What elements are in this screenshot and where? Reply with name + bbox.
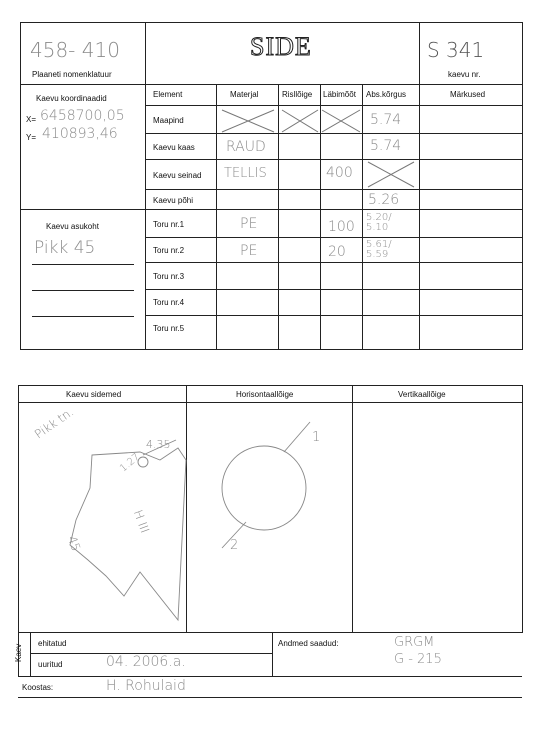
walls-material: TELLIS [224, 166, 267, 181]
section-circle [222, 446, 306, 530]
row-label: Toru nr.5 [153, 324, 185, 333]
location-value: Pikk 45 [34, 238, 96, 258]
x-prefix: X= [26, 115, 37, 124]
coords-label: Kaevu koordinaadid [36, 94, 107, 103]
row-label: Kaevu seinad [153, 171, 202, 180]
dim-label-2: 1.27 [118, 451, 143, 475]
row-label: Maapind [153, 116, 184, 125]
pipe1-abs: 5.20/ 5.10 [366, 212, 392, 233]
row-label: Toru nr.4 [153, 298, 185, 307]
x-coordinate: 6458700,05 [40, 108, 125, 124]
pipe-label-1: 1 [312, 430, 321, 445]
pipe-line-1 [284, 422, 310, 452]
row-label: Toru nr.1 [153, 220, 185, 229]
maapind-abs: 5.74 [370, 112, 402, 128]
col-header-section: Risllõige [282, 90, 313, 99]
building-label: H III [130, 508, 153, 535]
plot-label: 45 [64, 534, 84, 554]
footer-side-label: Kaev [14, 643, 23, 662]
col-header-abs: Abs.kõrgus [366, 90, 407, 99]
data-source-1: GRGM [394, 635, 435, 650]
pipe2-abs: 5.61/ 5.59 [366, 239, 392, 260]
row-label: Toru nr.2 [153, 246, 185, 255]
surveyed-label: uuritud [38, 660, 63, 669]
page-title: SIDE [250, 32, 312, 61]
header-vertical-section: Vertikaallõige [398, 390, 446, 399]
plot-outline [70, 448, 186, 620]
street-label: Pikk tn. [32, 404, 77, 442]
well-number-label: kaevu nr. [448, 70, 481, 79]
y-coordinate: 410893,46 [42, 126, 118, 142]
well-number-value: S 341 [427, 38, 485, 62]
col-header-diameter: Läbimõõt [323, 90, 356, 99]
dim-label-1: 4.35 [146, 438, 171, 451]
header-horizontal-section: Horisontaallõige [236, 390, 294, 399]
kaas-abs: 5.74 [370, 138, 402, 154]
surveyed-date: 04. 2006.a. [106, 654, 186, 670]
col-header-material: Materjal [230, 90, 259, 99]
row-label: Kaevu põhi [153, 196, 194, 205]
bottom-abs: 5.26 [368, 192, 400, 208]
location-label: Kaevu asukoht [46, 222, 99, 231]
col-header-element: Element [153, 90, 183, 99]
y-prefix: Y= [26, 133, 37, 142]
kaas-material: RAUD [226, 139, 266, 155]
pipe1-material: PE [240, 216, 258, 232]
built-label: ehitatud [38, 639, 67, 648]
data-source-label: Andmed saadud: [278, 639, 339, 648]
row-label: Kaevu kaas [153, 143, 195, 152]
nomenclature-value: 458- 410 [30, 38, 120, 62]
header-connections: Kaevu sidemed [66, 390, 122, 399]
pipe-label-2: 2 [230, 538, 239, 553]
col-header-notes: Märkused [450, 90, 486, 99]
row-label: Toru nr.3 [153, 272, 185, 281]
compiled-label: Koostas: [22, 683, 54, 692]
pipe1-diameter: 100 [328, 219, 355, 235]
compiled-by: H. Rohulaid [106, 678, 186, 694]
nomenclature-label: Plaaneti nomenklatuur [32, 70, 112, 79]
data-source-2: G - 215 [394, 652, 442, 667]
walls-diameter: 400 [326, 165, 353, 181]
pipe2-diameter: 20 [328, 244, 346, 260]
pipe2-material: PE [240, 243, 258, 259]
